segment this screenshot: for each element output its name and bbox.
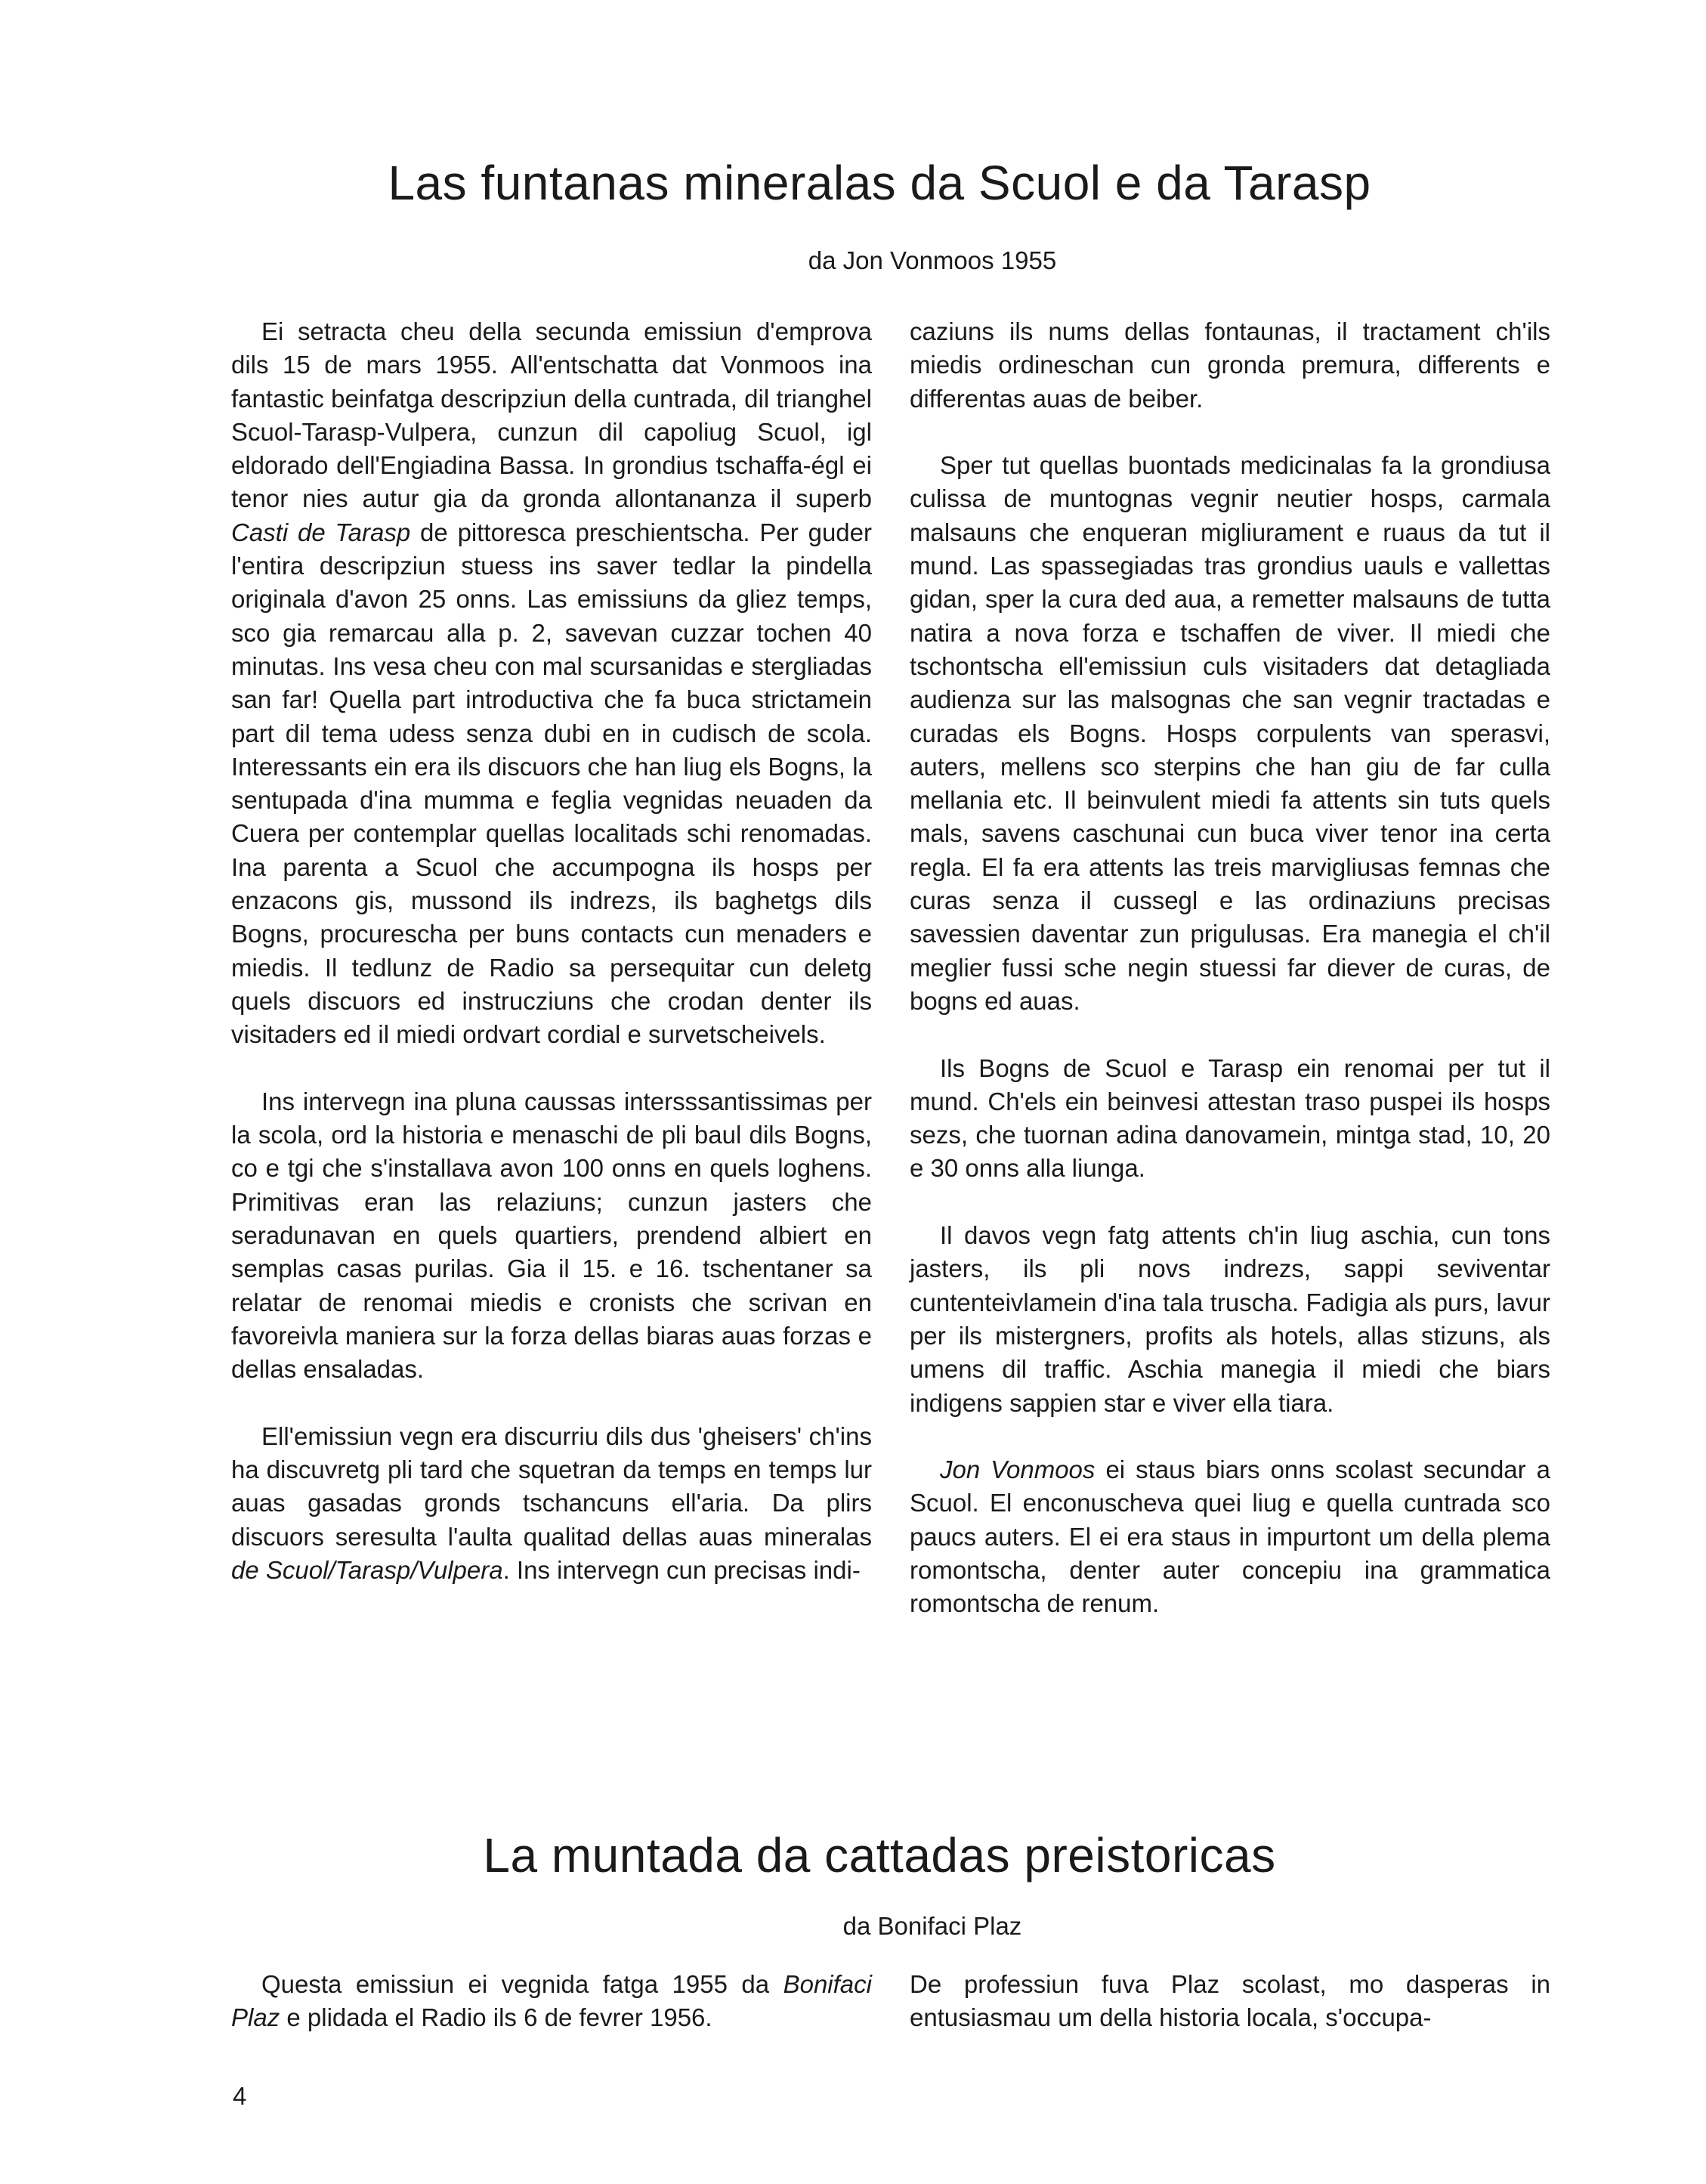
- article-title: Las funtanas mineralas da Scuol e da Tarasp: [388, 156, 1371, 210]
- paragraph: Ei setracta cheu della secunda emissiun d'emprova dils 15 de mars 1955. All'entschatta dat Vonmoos ina fantastic beinfatga descripziun della cuntrada, dil trianghel Scuol-Tarasp-Vulpera, cunzun dil capoliug Scuol, igl eldorado dell'Engiadina Bassa. In grondius tschaffa-égl ei tenor nies autur gia da gronda allontananza il superb Casti de Tarasp de pittoresca preschientscha. Per guder l'entira descripziun stuess ins saver tedlar la pindella originala d'avon 25 onns. Las emissiuns da gliez temps, sco gia remarcau alla p. 2, savevan cuzzar tochen 40 minutas. Ins vesa cheu con mal scursanidas e stergliadas san far! Quella part introductiva che fa buca strictamein part dil tema udess senza dubi en in cudisch de scola. Interessants ein era ils discuors che han liug els Bogns, la sentupada d'ina mumma e feglia vegnidas neuaden da Cuera per contemplar quellas localitads schi renomadas. Ina parenta a Scuol che accumpogna ils hosps per enzacons gis, mussond ils indrezs, ils baghetgs dils Bogns, procurescha per buns contacts cun menaders e miedis. Il tedlunz de Radio sa persequitar cun deletg quels discuors ed instrucziuns che crodan denter ils visitaders ed il miedi ordvart cordial e survetscheivels.: [231, 317, 872, 1049]
- paragraph: Ell'emissiun vegn era discurriu dils dus 'gheisers' ch'ins ha discuvretg pli tard che squetran da temps en temps lur auas gasadas gronds tschancuns ell'aria. Da plirs discuors seresulta l'aulta qualitad dellas auas mineralas de Scuol/Tarasp/Vulpera. Ins intervegn cun precisas indi-: [231, 1421, 872, 1584]
- paragraph: Questa emissiun ei vegnida fatga 1955 da Bonifaci Plaz e plidada el Radio ils 6 de fevrer 1956.: [231, 1970, 872, 2032]
- paragraph: De professiun fuva Plaz scolast, mo dasperas in entusiasmau um della historia locala, s'occupa-: [910, 1970, 1550, 2032]
- emphasis-text: Bonifaci Plaz: [231, 1970, 872, 2032]
- paragraph: Il davos vegn fatg attents ch'in liug aschia, cun tons jasters, ils pli novs indrezs, sappi seviventar cuntenteivlamein d'ina tala truscha. Fadigia als purs, lavur per ils mistergners, profits als hotels, allas stizuns, als umens dil traffic. Aschia manegia il miedi che biars indigens sappien star e viver ella tiara.: [910, 1221, 1550, 1417]
- paragraph: Sper tut quellas buontads medicinalas fa la grondiusa culissa de muntognas vegnir neutier hosps, carmala malsauns che enqueran migliurament e ruaus da tut il mund. Las spassegiadas tras grondius uauls e vallettas gidan, sper la cura ded aua, a remetter malsauns de tutta natira a nova forza e tschaffen de viver. Il miedi che tschontscha ell'emissiun culs visitaders dat detagliada audienza sur las malsognas che san vegnir tractadas e curadas els Bogns. Hosps corpulents van sperasvi, auters, mellens sco sterpins che han giu de far culla mellania etc. Il beinvulent miedi fa attents sin tuts quels mals, savens caschunai cun buca viver tenor ina certa regla. El fa era attents las treis marvigliusas femnas che curas senza il cussegl e las ordinaziuns precisas savessien daventar zun prigulusas. Era manegia el ch'il meglier fussi sche negin stuessi far diever de curas, de bogns ed auas.: [910, 451, 1550, 1015]
- text-column-left: [231, 315, 872, 1587]
- text-column-right: [910, 1968, 1550, 2035]
- emphasis-text: Casti de Tarasp: [231, 518, 411, 546]
- text-column-left: [231, 1968, 872, 2035]
- emphasis-text: Jon Vonmoos: [940, 1455, 1096, 1484]
- paragraph: Ils Bogns de Scuol e Tarasp ein renomai per tut il mund. Ch'els ein beinvesi attestan traso puspei ils hosps sezs, che tuornan adina danovamein, mintga stad, 10, 20 e 30 onns alla liunga.: [910, 1053, 1550, 1183]
- paragraph: Ins intervegn ina pluna caussas intersssantissimas per la scola, ord la historia e menaschi de pli baul dils Bogns, co e tgi che s'installava avon 100 onns en quels loghens. Primitivas eran las relaziuns; cunzun jasters che seradunavan en quels quartiers, prendend albiert en semplas casas purilas. Gia il 15. e 16. tschentaner sa relatar de renomai miedis e cronists che scrivan en favoreivla maniera sur la forza dellas biaras auas forzas e dellas ensaladas.: [231, 1087, 872, 1384]
- article-byline: da Bonifaci Plaz: [842, 1912, 1022, 1940]
- article-byline: da Jon Vonmoos 1955: [808, 246, 1057, 274]
- article-title: La muntada da cattadas preistoricas: [483, 1828, 1276, 1882]
- paragraph: caziuns ils nums dellas fontaunas, il tractament ch'ils miedis ordineschan cun gronda premura, differents e differentas auas de beiber.: [910, 317, 1550, 413]
- paragraph: Jon Vonmoos ei staus biars onns scolast secundar a Scuol. El enconuscheva quei liug e quella cuntrada sco paucs auters. El ei era staus in impurtont um della plema romontscha, denter auter concepiu ina grammatica romontscha de renum.: [910, 1455, 1551, 1618]
- page-number: 4: [233, 2082, 247, 2110]
- text-column-right: [910, 315, 1550, 1621]
- emphasis-text: de Scuol/Tarasp/Vulpera: [231, 1555, 503, 1584]
